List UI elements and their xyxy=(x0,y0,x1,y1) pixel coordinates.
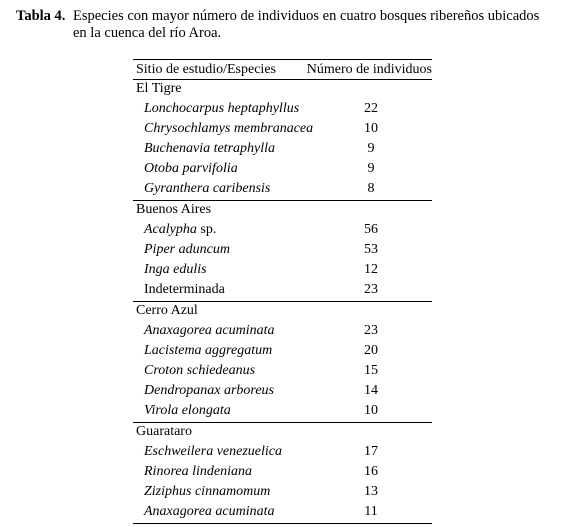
site-row xyxy=(133,201,432,221)
site-name: Buenos Aires xyxy=(136,202,212,217)
table-row xyxy=(133,382,432,402)
site-row xyxy=(133,423,432,443)
individual-count: 9 xyxy=(367,161,375,176)
table-body xyxy=(133,80,432,524)
site-name: El Tigre xyxy=(136,81,182,96)
table-row xyxy=(133,120,432,140)
individual-count: 11 xyxy=(364,504,378,519)
table-row xyxy=(133,322,432,342)
species-name xyxy=(144,181,270,197)
individual-count: 22 xyxy=(364,101,378,116)
species-name xyxy=(144,222,216,238)
individual-count: 23 xyxy=(364,282,378,297)
individual-count: 17 xyxy=(364,444,378,459)
table-row xyxy=(133,342,432,362)
table-row xyxy=(133,140,432,160)
species-name xyxy=(144,383,274,399)
species-name xyxy=(144,363,255,379)
species-binomial: Inga edulis xyxy=(144,262,207,277)
table-row xyxy=(133,362,432,382)
individual-count: 13 xyxy=(364,484,378,499)
table-row xyxy=(133,443,432,463)
species-binomial: Indeterminada xyxy=(144,282,225,297)
individual-count: 10 xyxy=(364,403,378,418)
individual-count: 14 xyxy=(364,383,378,398)
site-group xyxy=(133,423,432,524)
caption-text: Especies con mayor número de individuos en cuatro bosques ribereños ubicados en la cuenca del río Aroa. xyxy=(73,8,540,41)
species-binomial: Dendropanax arboreus xyxy=(144,383,275,398)
species-binomial: Eschweilera venezuelica xyxy=(144,444,283,459)
species-name xyxy=(144,121,313,137)
individual-count: 12 xyxy=(364,262,378,277)
species-binomial: Otoba parvifolia xyxy=(144,161,238,176)
species-name xyxy=(144,282,225,298)
species-binomial: Buchenavia tetraphylla xyxy=(144,141,276,156)
species-name xyxy=(144,141,275,157)
species-name xyxy=(144,403,231,419)
species-name xyxy=(144,464,252,480)
table-row xyxy=(133,281,432,301)
header-count: Número de individuos xyxy=(306,62,432,77)
species-binomial: Chrysochlamys membranacea xyxy=(144,121,314,136)
species-table xyxy=(133,59,432,524)
caption-label: Tabla 4. xyxy=(16,8,66,24)
individual-count: 8 xyxy=(367,181,375,196)
site-row xyxy=(133,80,432,100)
site-name: Cerro Azul xyxy=(136,303,198,318)
table-row xyxy=(133,180,432,200)
table-row xyxy=(133,241,432,261)
site-group xyxy=(133,80,432,201)
individual-count: 16 xyxy=(364,464,378,479)
individual-count: 56 xyxy=(364,222,378,237)
individual-count: 10 xyxy=(364,121,378,136)
species-binomial: Gyranthera caribensis xyxy=(144,181,271,196)
species-binomial: Lacistema aggregatum xyxy=(144,343,273,358)
table-header-row xyxy=(133,60,432,80)
species-binomial: Piper aduncum xyxy=(144,242,230,257)
site-row xyxy=(133,302,432,322)
table-row xyxy=(133,261,432,281)
table-row xyxy=(133,402,432,422)
individual-count: 20 xyxy=(364,343,378,358)
species-name xyxy=(144,101,299,117)
species-name xyxy=(144,262,207,278)
table-row xyxy=(133,463,432,483)
species-suffix: sp. xyxy=(196,222,217,237)
table-row xyxy=(133,221,432,241)
table-caption xyxy=(16,8,556,42)
species-name xyxy=(144,343,272,359)
species-binomial: Lonchocarpus heptaphyllus xyxy=(144,101,300,116)
table-row xyxy=(133,100,432,120)
species-name xyxy=(144,504,275,520)
species-binomial: Acalypha xyxy=(144,222,197,237)
individual-count: 23 xyxy=(364,323,378,338)
species-name xyxy=(144,484,270,500)
site-name: Guarataro xyxy=(136,424,192,439)
individual-count: 15 xyxy=(364,363,378,378)
site-group xyxy=(133,201,432,302)
species-name xyxy=(144,161,238,177)
individual-count: 53 xyxy=(364,242,378,257)
species-name xyxy=(144,242,230,258)
species-binomial: Anaxagorea acuminata xyxy=(144,323,275,338)
species-binomial: Croton schiedeanus xyxy=(144,363,256,378)
individual-count: 9 xyxy=(367,141,375,156)
header-species: Sitio de estudio/Especies xyxy=(136,62,276,77)
species-name xyxy=(144,444,282,460)
species-binomial: Anaxagorea acuminata xyxy=(144,504,275,519)
species-binomial: Virola elongata xyxy=(144,403,231,418)
species-binomial: Rinorea lindeniana xyxy=(144,464,252,479)
table-row xyxy=(133,160,432,180)
table-row xyxy=(133,483,432,503)
species-binomial: Ziziphus cinnamomum xyxy=(144,484,271,499)
table-row xyxy=(133,503,432,523)
site-group xyxy=(133,302,432,423)
species-name xyxy=(144,323,275,339)
